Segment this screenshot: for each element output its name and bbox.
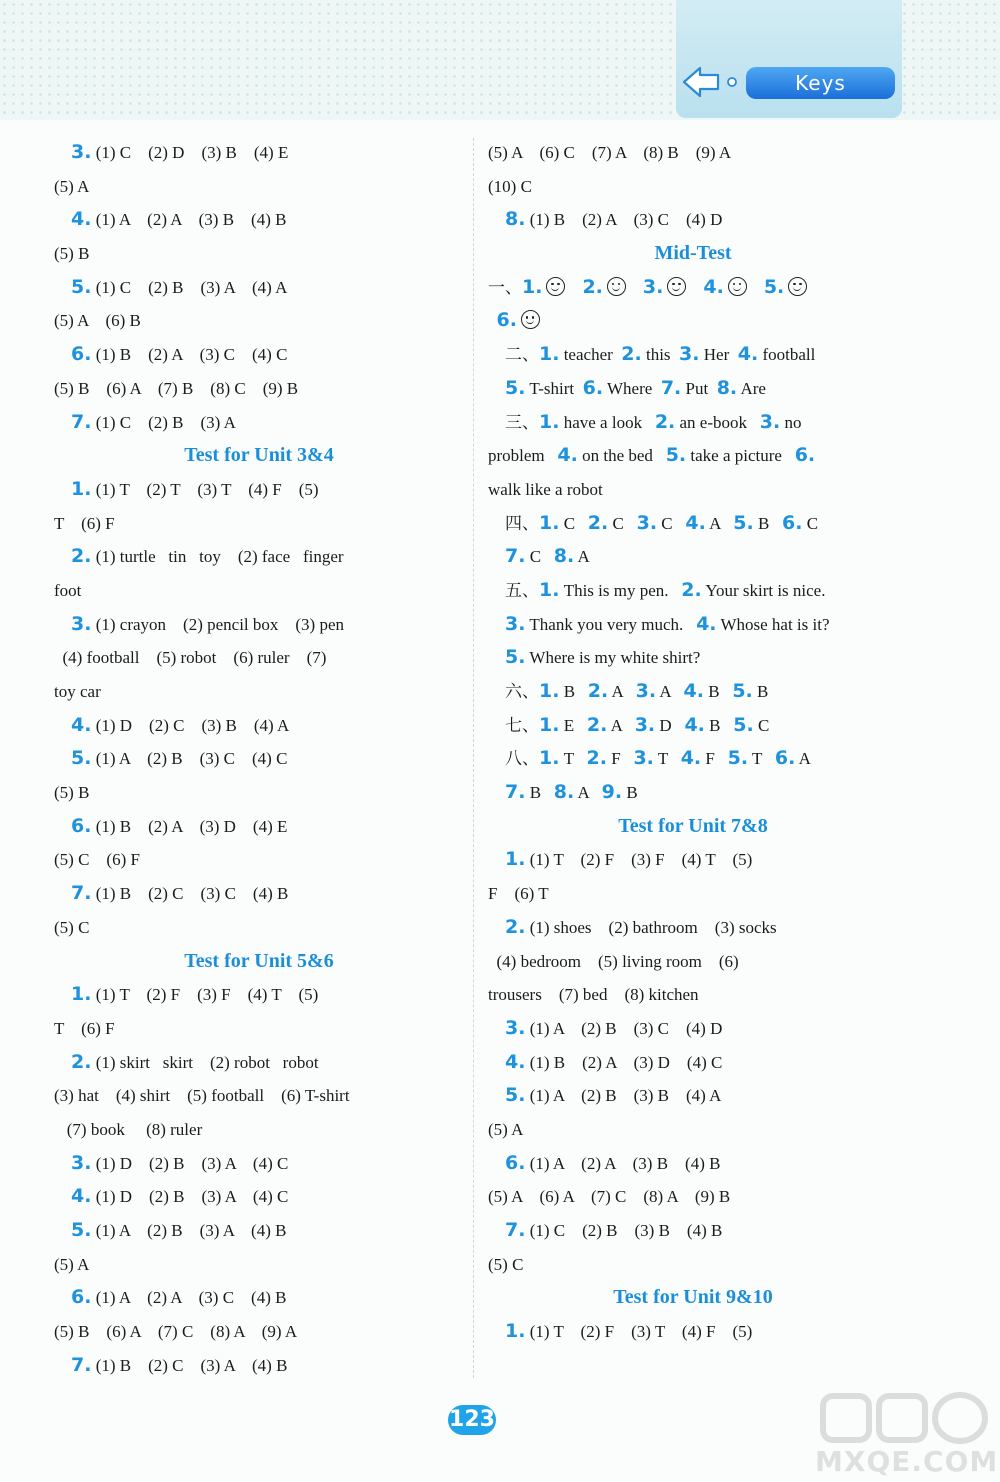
- smiley-face-icon: [546, 277, 565, 296]
- answer-text: (5) A: [488, 1119, 524, 1139]
- answer-line: [488, 304, 898, 338]
- question-number: 2.: [587, 511, 609, 534]
- answer-line: [54, 1012, 464, 1046]
- answer-text: (5) B: [54, 783, 90, 803]
- answer-text: A: [656, 682, 684, 701]
- question-number: 3.: [71, 141, 92, 163]
- answer-line: [54, 742, 464, 776]
- answer-text: football: [758, 345, 816, 365]
- answer-text: Where is my white shirt?: [525, 648, 701, 668]
- answer-text: (5) A: [54, 1254, 90, 1274]
- question-number: 7.: [71, 1353, 92, 1376]
- smiley-face-icon: [788, 277, 807, 296]
- question-number: 4.: [680, 747, 702, 770]
- answer-line: [54, 1315, 464, 1349]
- question-number: 2.: [586, 747, 607, 770]
- question-number: 5.: [505, 376, 526, 399]
- question-number: 6.: [71, 1286, 92, 1309]
- answer-line: [488, 608, 898, 642]
- question-number: 4.: [685, 511, 706, 534]
- answer-line: [54, 1349, 464, 1383]
- answer-text: (1) D (2) B (3) A (4) C: [91, 1187, 289, 1207]
- answer-text: no: [780, 412, 802, 432]
- question-number: 1.: [539, 680, 560, 702]
- answer-text: Your skirt is nice.: [701, 580, 826, 600]
- section-title: Test for Unit 9&10: [613, 1286, 773, 1309]
- column-divider: [473, 138, 474, 1378]
- question-number: 5.: [505, 646, 526, 669]
- question-number: 4.: [684, 713, 705, 736]
- answer-text: toy car: [54, 682, 101, 701]
- answer-line: [488, 1079, 898, 1113]
- question-number: 3.: [71, 612, 92, 635]
- question-number: 7.: [71, 410, 92, 433]
- question-number: 5.: [71, 1219, 92, 1241]
- answer-line: [54, 641, 464, 675]
- answer-text: A: [607, 715, 635, 735]
- answer-text: C: [802, 513, 819, 533]
- answer-text: (1) T (2) T (3) T (4) F (5): [91, 479, 319, 499]
- answer-text: T: [748, 749, 775, 769]
- answer-text: (3) hat (4) shirt (5) football (6) T-shirt: [54, 1086, 350, 1106]
- question-number: 3.: [679, 343, 700, 366]
- answer-text: B: [703, 682, 733, 701]
- answer-text: (1) T (2) F (3) T (4) F (5): [525, 1322, 753, 1342]
- answer-text: foot: [54, 580, 82, 600]
- question-number: 4.: [557, 444, 578, 467]
- answer-text: C: [608, 513, 637, 533]
- answer-text: (1) C (2) B (3) A: [91, 412, 236, 432]
- answer-text: problem: [488, 446, 558, 466]
- watermark-logo: [815, 1390, 999, 1478]
- answer-text: (1) skirt skirt (2) robot robot: [91, 1052, 319, 1072]
- question-number: 1.: [505, 1320, 526, 1343]
- answer-line: [54, 675, 464, 709]
- answer-text: (1) A (2) B (3) C (4) D: [525, 1018, 723, 1038]
- answer-line: [488, 473, 898, 507]
- answer-text: C: [753, 715, 770, 735]
- page-number: 123: [448, 1405, 496, 1435]
- question-number: 2.: [71, 1050, 92, 1073]
- answer-text: C: [559, 513, 588, 533]
- answer-text: (1) D (2) B (3) A (4) C: [91, 1153, 289, 1173]
- answer-text: A: [608, 682, 636, 701]
- question-number: 4.: [71, 1185, 92, 1208]
- answer-line: [488, 1147, 898, 1181]
- question-number: 8.: [553, 781, 575, 804]
- answer-line: [488, 406, 898, 440]
- question-number: 4.: [737, 343, 759, 366]
- answer-line: [488, 507, 898, 541]
- question-number: 5.: [665, 444, 687, 467]
- question-number: 6.: [794, 444, 816, 467]
- answer-line: [54, 540, 464, 574]
- question-number: 1.: [539, 747, 560, 770]
- answer-text: (1) C (2) D (3) B (4) E: [91, 143, 289, 162]
- answer-text: walk like a robot: [488, 479, 603, 499]
- answer-text: B: [525, 783, 554, 803]
- question-number: 3.: [759, 410, 781, 433]
- answer-line: [488, 439, 898, 473]
- answer-text: (5) A (6) C (7) A (8) B (9) A: [488, 143, 732, 162]
- answer-text: (1) B (2) A (3) D (4) C: [525, 1052, 723, 1072]
- answer-text: (1) C (2) B (3) A (4) A: [91, 277, 288, 297]
- smiley-face-icon: [728, 277, 747, 296]
- answer-line: [54, 1214, 464, 1248]
- answer-text: A: [705, 513, 734, 533]
- answer-line: [488, 1315, 898, 1349]
- question-number: 2.: [587, 680, 609, 702]
- question-number: 1.: [505, 848, 526, 871]
- section-prefix: 六、: [505, 682, 539, 701]
- section-prefix: 一、: [488, 277, 522, 297]
- answer-text: (5) B: [54, 244, 90, 264]
- question-number: 6.: [774, 747, 796, 770]
- answer-text: (1) B (2) A (3) C (4) C: [91, 345, 288, 365]
- answer-text: (1) shoes (2) bathroom (3) socks: [525, 917, 777, 937]
- answer-text: (1) D (2) C (3) B (4) A: [91, 715, 290, 735]
- answer-line: [488, 945, 898, 979]
- question-number: 1.: [539, 511, 560, 534]
- answer-text: (1) A (2) B (3) A (4) B: [91, 1221, 287, 1240]
- answer-line: [54, 406, 464, 440]
- section-prefix: 七、: [505, 715, 539, 735]
- question-number: 2.: [654, 410, 676, 433]
- section-title: Test for Unit 3&4: [184, 444, 334, 467]
- answer-text: (5) C: [488, 1254, 524, 1274]
- answer-text: Put: [681, 378, 717, 398]
- answer-line: [488, 372, 898, 406]
- question-number: 7.: [660, 376, 682, 399]
- question-number: 1.: [71, 477, 92, 500]
- question-number: 2.: [71, 545, 92, 568]
- answer-text: This is my pen.: [559, 580, 682, 600]
- answer-text: (1) T (2) F (3) F (4) T (5): [91, 985, 319, 1005]
- answer-text: (1) crayon (2) pencil box (3) pen: [91, 614, 345, 634]
- keys-tab[interactable]: Keys: [746, 67, 895, 99]
- smiley-face-icon: [521, 310, 540, 329]
- answer-text: an e-book: [675, 412, 760, 432]
- answer-line: [54, 136, 464, 170]
- answer-line: [488, 136, 898, 170]
- answer-line: [54, 843, 464, 877]
- answer-text: (4) bedroom (5) living room (6): [488, 951, 739, 971]
- answer-line: [488, 1214, 898, 1248]
- answer-line: [488, 203, 898, 237]
- question-number: 3.: [505, 612, 526, 635]
- answer-text: (1) A (2) B (3) B (4) A: [525, 1086, 722, 1106]
- answer-line: [488, 877, 898, 911]
- question-number: 6.: [505, 1151, 526, 1174]
- question-number: 6.: [582, 376, 604, 399]
- answer-text: T (6) F: [54, 1018, 115, 1038]
- question-number: 4.: [703, 275, 724, 298]
- question-number: 5.: [733, 713, 754, 736]
- answer-line: [54, 1079, 464, 1113]
- question-number: 6.: [782, 511, 803, 534]
- answer-text: Whose hat is it?: [716, 614, 830, 634]
- answer-line: [54, 776, 464, 810]
- watermark-text: MXQE.COM: [815, 1445, 999, 1478]
- answer-line: [54, 473, 464, 507]
- question-number: 8.: [505, 208, 526, 231]
- answer-line: [54, 1248, 464, 1282]
- answer-line: [54, 1281, 464, 1315]
- answer-line: [54, 709, 464, 743]
- question-number: 4.: [71, 208, 92, 231]
- answer-text: (5) A: [54, 176, 90, 196]
- left-answer-column: [54, 136, 464, 1382]
- answer-text: (1) turtle tin toy (2) face finger: [91, 547, 344, 567]
- answer-line: [54, 574, 464, 608]
- question-number: 4.: [505, 1050, 526, 1073]
- section-prefix: 三、: [505, 412, 539, 432]
- question-number: 1.: [71, 983, 92, 1006]
- question-number: 3.: [505, 1016, 526, 1039]
- question-number: 5.: [733, 511, 754, 534]
- question-number: 8.: [553, 545, 575, 568]
- answer-text: Are: [737, 378, 766, 398]
- answer-line: [488, 1248, 898, 1282]
- answer-text: A: [574, 547, 590, 567]
- answer-text: (7) book (8) ruler: [54, 1119, 203, 1139]
- question-number: 3.: [635, 680, 657, 702]
- answer-line: [54, 304, 464, 338]
- question-number: 5.: [71, 747, 92, 770]
- answer-line: [54, 877, 464, 911]
- answer-line: [54, 170, 464, 204]
- question-number: 3.: [634, 713, 656, 736]
- answer-line: [54, 507, 464, 541]
- answer-line: [488, 641, 898, 675]
- answer-text: F: [606, 749, 634, 769]
- answer-line: [488, 911, 898, 945]
- question-number: 9.: [601, 781, 623, 804]
- answer-text: trousers (7) bed (8) kitchen: [488, 985, 699, 1005]
- answer-line: [488, 709, 898, 743]
- answer-text: (1) A (2) A (3) B (4) B: [525, 1153, 721, 1173]
- answer-text: E: [559, 715, 587, 735]
- answer-text: (1) A (2) A (3) B (4) B: [91, 210, 287, 230]
- answer-text: C: [525, 547, 554, 567]
- answer-line: [54, 1180, 464, 1214]
- question-number: 1.: [539, 578, 560, 601]
- answer-line: [488, 776, 898, 810]
- question-number: 2.: [621, 343, 642, 366]
- answer-text: B: [622, 783, 638, 803]
- answer-line: [54, 810, 464, 844]
- answer-text: Her: [699, 345, 738, 365]
- question-number: 5.: [763, 275, 785, 298]
- answer-text: T-shirt: [525, 378, 583, 398]
- answer-text: C: [657, 513, 686, 533]
- section-prefix: 五、: [505, 580, 539, 600]
- question-number: 7.: [505, 781, 526, 804]
- answer-line: [54, 271, 464, 305]
- answer-text: B: [704, 715, 734, 735]
- answer-text: (10) C: [488, 176, 532, 196]
- section-prefix: 二、: [505, 345, 539, 365]
- answer-line: [488, 1046, 898, 1080]
- answer-line: [488, 338, 898, 372]
- answer-text: (5) C (6) F: [54, 850, 140, 870]
- answer-line: [54, 203, 464, 237]
- question-number: 2.: [505, 915, 526, 938]
- answer-line: [488, 271, 898, 305]
- answer-line: [54, 978, 464, 1012]
- answer-text: (1) B (2) A (3) D (4) E: [91, 816, 288, 836]
- answer-text: (1) B (2) A (3) C (4) D: [525, 210, 723, 230]
- answer-text: (1) T (2) F (3) F (4) T (5): [525, 850, 753, 870]
- answer-line: [488, 1012, 898, 1046]
- answer-line: [488, 574, 898, 608]
- question-number: 2.: [681, 578, 702, 601]
- question-number: 3.: [636, 511, 658, 534]
- answer-text: F: [701, 749, 728, 769]
- answer-text: A: [795, 749, 811, 769]
- answer-text: (5) C: [54, 917, 90, 937]
- question-number: 7.: [505, 1219, 526, 1241]
- answer-text: (5) A (6) B: [54, 311, 141, 331]
- answer-text: T: [653, 749, 681, 769]
- answer-text: (1) A (2) B (3) C (4) C: [91, 749, 288, 769]
- answer-text: (1) B (2) C (3) C (4) B: [91, 884, 289, 904]
- section-title: Mid-Test: [654, 242, 732, 265]
- answer-line: [54, 1046, 464, 1080]
- question-number: 2.: [582, 275, 603, 298]
- answer-text: D: [655, 715, 685, 735]
- answer-line: [488, 540, 898, 574]
- question-number: 1.: [539, 713, 560, 736]
- answer-text: have a look: [559, 412, 655, 432]
- answer-line: [54, 608, 464, 642]
- answer-line: [54, 237, 464, 271]
- question-number: 4.: [696, 612, 717, 635]
- answer-text: on the bed: [577, 446, 666, 466]
- question-number: 5.: [505, 1084, 526, 1107]
- question-number: 5.: [732, 680, 753, 702]
- question-number: 5.: [727, 747, 749, 770]
- answer-line: [488, 742, 898, 776]
- watermark-graphic: [815, 1390, 990, 1448]
- question-number: 1.: [522, 275, 543, 298]
- answer-text: teacher: [559, 345, 622, 365]
- answer-line: [54, 372, 464, 406]
- question-number: 3.: [633, 747, 654, 770]
- answer-text: B: [752, 682, 769, 701]
- question-number: 1.: [539, 410, 560, 433]
- answer-line: [488, 1180, 898, 1214]
- answer-text: take a picture: [686, 446, 795, 466]
- question-number: 6.: [71, 814, 92, 837]
- answer-text: Thank you very much.: [525, 614, 697, 634]
- answer-line: [488, 675, 898, 709]
- right-answer-column: [488, 136, 898, 1349]
- answer-line: [488, 1113, 898, 1147]
- answer-text: B: [559, 682, 588, 701]
- question-number: 5.: [71, 275, 92, 298]
- question-number: 6.: [496, 309, 517, 332]
- answer-text: (1) C (2) B (3) B (4) B: [525, 1221, 723, 1240]
- question-number: 3.: [642, 275, 664, 298]
- back-arrow-icon[interactable]: [682, 64, 742, 100]
- question-number: 7.: [71, 882, 92, 905]
- answer-text: (1) B (2) C (3) A (4) B: [91, 1355, 288, 1375]
- question-number: 4.: [683, 680, 704, 702]
- answer-line: [488, 978, 898, 1012]
- answer-line: [488, 843, 898, 877]
- section-title: Test for Unit 7&8: [618, 814, 768, 837]
- section-title: Test for Unit 5&6: [184, 949, 334, 972]
- answer-text: T (6) F: [54, 513, 115, 533]
- answer-text: (5) A (6) A (7) C (8) A (9) B: [488, 1187, 731, 1207]
- answer-line: [488, 170, 898, 204]
- answer-text: T: [559, 749, 587, 769]
- answer-text: F (6) T: [488, 884, 549, 904]
- question-number: 3.: [71, 1151, 92, 1174]
- question-number: 1.: [539, 343, 560, 366]
- question-number: 7.: [505, 545, 526, 568]
- section-prefix: 八、: [505, 749, 539, 769]
- smiley-face-icon: [667, 277, 686, 296]
- header-panel: [676, 0, 902, 118]
- question-number: 8.: [716, 376, 738, 399]
- section-prefix: 四、: [505, 513, 539, 533]
- answer-line: [54, 1113, 464, 1147]
- answer-line: [54, 338, 464, 372]
- question-number: 2.: [586, 713, 608, 736]
- answer-line: [54, 1147, 464, 1181]
- answer-text: (5) B (6) A (7) B (8) C (9) B: [54, 378, 299, 398]
- question-number: 6.: [71, 343, 92, 366]
- answer-line: [54, 911, 464, 945]
- answer-text: (1) A (2) A (3) C (4) B: [91, 1288, 287, 1308]
- answer-text: A: [574, 783, 602, 803]
- question-number: 4.: [71, 713, 92, 736]
- answer-text: this: [641, 345, 680, 365]
- smiley-face-icon: [607, 277, 626, 296]
- answer-text: (4) football (5) robot (6) ruler (7): [54, 648, 327, 668]
- answer-text: B: [753, 513, 783, 533]
- answer-text: Where: [603, 378, 661, 398]
- answer-text: (5) B (6) A (7) C (8) A (9) A: [54, 1322, 298, 1342]
